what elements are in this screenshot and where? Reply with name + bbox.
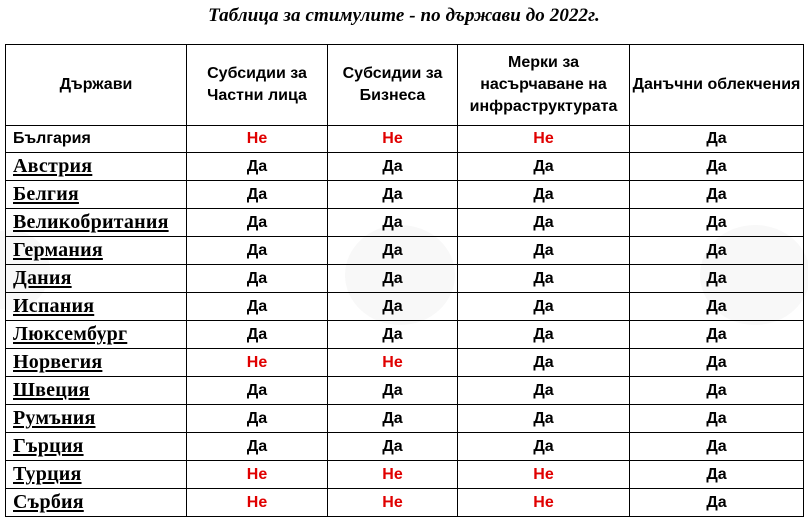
country-name: Сърбия: [13, 491, 84, 513]
value-yes: Да: [246, 157, 268, 175]
value-yes: Да: [706, 493, 727, 511]
value-cell: [187, 126, 328, 153]
value-no: Не: [246, 353, 268, 371]
value-yes: Да: [382, 297, 403, 315]
value-cell: [630, 293, 804, 321]
value-yes: Да: [706, 185, 727, 203]
value-no: Не: [533, 130, 554, 147]
header-countries: Държави: [6, 45, 187, 126]
value-yes: Да: [246, 269, 268, 287]
value-cell: [328, 237, 458, 265]
value-yes: Да: [533, 381, 554, 399]
country-name: Румъния: [13, 407, 96, 429]
value-yes: Да: [246, 241, 268, 259]
country-name: Люксембург: [13, 323, 128, 345]
value-cell: [458, 237, 630, 265]
table-row: [6, 293, 804, 321]
value-cell: [328, 209, 458, 237]
value-yes: Да: [706, 325, 727, 343]
value-cell: [630, 126, 804, 153]
country-cell: [6, 489, 187, 517]
stimulus-table: [5, 44, 804, 517]
header-private-subsidies: Субсидии за Частни лица: [187, 45, 328, 126]
value-yes: Да: [706, 157, 727, 175]
value-yes: Да: [706, 353, 727, 371]
value-yes: Да: [382, 213, 403, 231]
value-yes: Да: [533, 297, 554, 315]
value-cell: [630, 461, 804, 489]
value-yes: Да: [533, 353, 554, 371]
table-row: [6, 181, 804, 209]
value-yes: Да: [706, 130, 727, 147]
value-yes: Да: [246, 297, 268, 315]
value-cell: [328, 349, 458, 377]
value-no: Не: [246, 493, 268, 511]
country-name: Швеция: [13, 379, 90, 401]
table-row: [6, 377, 804, 405]
country-name: Германия: [13, 239, 103, 261]
value-yes: Да: [382, 437, 403, 455]
value-cell: [458, 461, 630, 489]
country-cell: [6, 433, 187, 461]
value-cell: [328, 433, 458, 461]
country-name: Турция: [13, 463, 82, 485]
country-name: Белгия: [13, 183, 79, 205]
country-cell: [6, 209, 187, 237]
value-cell: [630, 349, 804, 377]
value-cell: [187, 461, 328, 489]
country-cell: [6, 377, 187, 405]
value-cell: [458, 126, 630, 153]
value-no: Не: [382, 465, 403, 483]
value-yes: Да: [706, 269, 727, 287]
value-cell: [630, 405, 804, 433]
value-cell: [458, 405, 630, 433]
value-cell: [458, 349, 630, 377]
value-yes: Да: [533, 269, 554, 287]
value-cell: [328, 126, 458, 153]
value-no: Не: [382, 130, 403, 147]
value-cell: [187, 209, 328, 237]
value-yes: Да: [246, 185, 268, 203]
value-cell: [187, 489, 328, 517]
value-yes: Да: [706, 409, 727, 427]
value-cell: [458, 209, 630, 237]
value-no: Не: [533, 465, 554, 483]
value-cell: [187, 265, 328, 293]
value-yes: Да: [706, 241, 727, 259]
country-cell: [6, 237, 187, 265]
value-cell: [630, 377, 804, 405]
page-title: Таблица за стимулите - по държави до 2022г.: [208, 5, 600, 26]
table-row: [6, 461, 804, 489]
value-yes: Да: [382, 157, 403, 175]
value-yes: Да: [706, 381, 727, 399]
table-row: [6, 349, 804, 377]
value-yes: Да: [246, 437, 268, 455]
table-row: [6, 209, 804, 237]
value-cell: [328, 321, 458, 349]
value-cell: [187, 153, 328, 181]
country-name: Австрия: [13, 155, 93, 177]
value-cell: [328, 265, 458, 293]
value-no: Не: [533, 493, 554, 511]
value-cell: [187, 237, 328, 265]
value-yes: Да: [533, 213, 554, 231]
table-row: [6, 433, 804, 461]
value-cell: [458, 181, 630, 209]
country-cell: [6, 265, 187, 293]
value-cell: [630, 433, 804, 461]
value-cell: [328, 153, 458, 181]
value-yes: Да: [533, 325, 554, 343]
value-cell: [458, 293, 630, 321]
value-yes: Да: [246, 325, 268, 343]
value-cell: [630, 237, 804, 265]
country-cell: [6, 293, 187, 321]
value-yes: Да: [533, 185, 554, 203]
value-yes: Да: [706, 465, 727, 483]
header-business-subsidies: Субсидии за Бизнеса: [328, 45, 458, 126]
value-no: Не: [382, 353, 403, 371]
value-cell: [328, 181, 458, 209]
value-cell: [458, 265, 630, 293]
value-yes: Да: [246, 409, 268, 427]
country-cell: [6, 405, 187, 433]
value-yes: Да: [382, 409, 403, 427]
table-row: [6, 321, 804, 349]
value-cell: [630, 181, 804, 209]
value-cell: [187, 433, 328, 461]
value-cell: [187, 321, 328, 349]
country-name: Норвегия: [13, 351, 103, 373]
value-cell: [458, 489, 630, 517]
table-header-row: [6, 45, 804, 126]
value-cell: [630, 265, 804, 293]
value-yes: Да: [382, 325, 403, 343]
country-cell: [6, 321, 187, 349]
value-yes: Да: [706, 213, 727, 231]
value-cell: [187, 349, 328, 377]
value-yes: Да: [533, 409, 554, 427]
country-cell: [6, 181, 187, 209]
value-yes: Да: [382, 241, 403, 259]
table-row: [6, 489, 804, 517]
value-yes: Да: [533, 437, 554, 455]
value-no: Не: [246, 130, 268, 147]
country-name: Великобритания: [13, 211, 169, 233]
country-name: България: [13, 130, 91, 147]
country-cell: [6, 461, 187, 489]
value-cell: [458, 377, 630, 405]
value-yes: Да: [246, 213, 268, 231]
value-yes: Да: [706, 297, 727, 315]
value-yes: Да: [246, 381, 268, 399]
table-row: [6, 126, 804, 153]
value-no: Не: [382, 493, 403, 511]
value-cell: [187, 405, 328, 433]
value-cell: [458, 433, 630, 461]
table-row: [6, 153, 804, 181]
value-cell: [458, 153, 630, 181]
value-cell: [328, 293, 458, 321]
country-name: Испания: [13, 295, 95, 317]
value-yes: Да: [382, 381, 403, 399]
value-yes: Да: [706, 437, 727, 455]
value-yes: Да: [382, 269, 403, 287]
value-cell: [187, 181, 328, 209]
value-cell: [187, 377, 328, 405]
country-cell: [6, 349, 187, 377]
value-cell: [328, 405, 458, 433]
value-cell: [458, 321, 630, 349]
table-row: [6, 237, 804, 265]
value-cell: [630, 153, 804, 181]
value-cell: [328, 461, 458, 489]
table-body: [6, 126, 804, 517]
header-tax-relief: Данъчни облекчения: [630, 45, 804, 126]
value-cell: [630, 489, 804, 517]
country-cell: [6, 126, 187, 153]
value-yes: Да: [533, 157, 554, 175]
country-name: Гърция: [13, 435, 84, 457]
table-row: [6, 405, 804, 433]
table-row: [6, 265, 804, 293]
value-cell: [630, 209, 804, 237]
value-cell: [630, 321, 804, 349]
value-no: Не: [246, 465, 268, 483]
header-infrastructure-measures: Мерки за насърчаване на инфраструктурата: [458, 45, 630, 126]
value-cell: [328, 489, 458, 517]
country-name: Дания: [13, 267, 72, 289]
value-yes: Да: [533, 241, 554, 259]
value-yes: Да: [382, 185, 403, 203]
country-cell: [6, 153, 187, 181]
value-cell: [187, 293, 328, 321]
value-cell: [328, 377, 458, 405]
